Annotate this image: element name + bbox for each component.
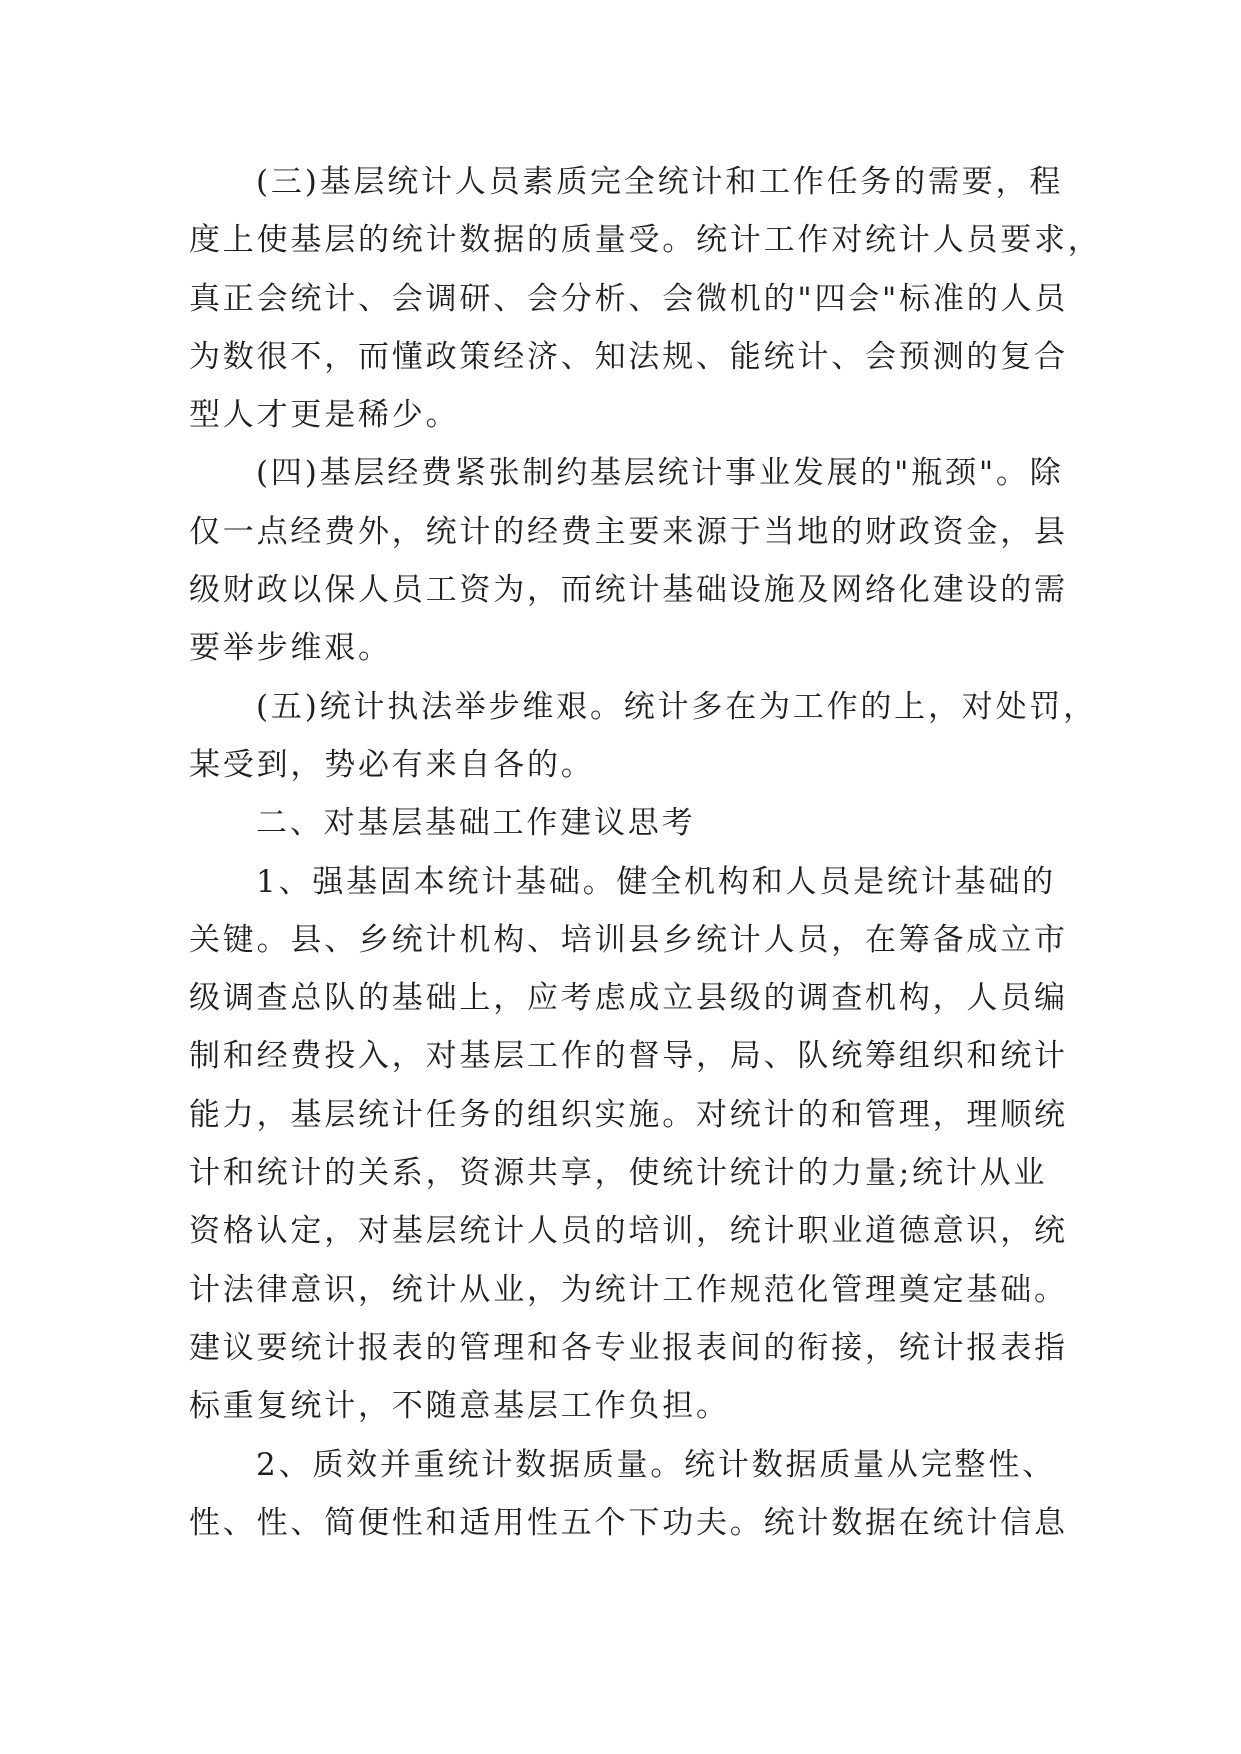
text-line: 标重复统计，不随意基层工作负担。 — [189, 1388, 730, 1425]
text-line: 要举步维艰。 — [189, 630, 392, 667]
text-line: 性、性、简便性和适用性五个下功夫。统计数据在统计信息 — [189, 1504, 1068, 1541]
text-line: 计法律意识，统计从业，为统计工作规范化管理奠定基础。 — [189, 1271, 1068, 1308]
text-line: 级财政以保人员工资为，而统计基础设施及网络化建设的需 — [189, 572, 1068, 609]
text-line: 建议要统计报表的管理和各专业报表间的衔接，统计报表指 — [189, 1329, 1068, 1366]
text-line: 某受到，势必有来自各的。 — [189, 746, 595, 783]
text-line: 级调查总队的基础上，应考虑成立县级的调查机构，人员编 — [189, 980, 1068, 1017]
text-line: 制和经费投入，对基层工作的督导，局、队统筹组织和统计 — [189, 1038, 1068, 1075]
text-line: (五)统计执法举步维艰。统计多在为工作的上，对处罚， — [256, 688, 1097, 725]
text-line: 资格认定，对基层统计人员的培训，统计职业道德意识，统 — [189, 1213, 1068, 1250]
text-line: 型人才更是稀少。 — [189, 397, 460, 434]
text-line: 仅一点经费外，统计的经费主要来源于当地的财政资金，县 — [189, 513, 1068, 550]
text-line: 为数很不，而懂政策经济、知法规、能统计、会预测的复合 — [189, 338, 1068, 375]
text-line: 1、强基固本统计基础。健全机构和人员是统计基础的 — [256, 863, 1056, 900]
text-line: 二、对基层基础工作建议思考 — [256, 805, 696, 842]
text-line: (三)基层统计人员素质完全统计和工作任务的需要，程 — [256, 164, 1064, 200]
text-line: (四)基层经费紧张制约基层统计事业发展的"瓶颈"。除 — [256, 455, 1064, 492]
document-body — [189, 153, 1102, 1552]
text-line: 2、质效并重统计数据质量。统计数据质量从完整性、 — [256, 1446, 1056, 1483]
text-line: 能力，基层统计任务的组织实施。对统计的和管理，理顺统 — [189, 1096, 1068, 1133]
text-line: 关键。县、乡统计机构、培训县乡统计人员，在筹备成立市 — [189, 921, 1068, 958]
text-line: 真正会统计、会调研、会分析、会微机的"四会"标准的人员 — [189, 280, 1069, 317]
text-line: 计和统计的关系，资源共享，使统计统计的力量;统计从业 — [189, 1155, 1048, 1192]
text-line: 度上使基层的统计数据的质量受。统计工作对统计人员要求， — [189, 222, 1102, 259]
